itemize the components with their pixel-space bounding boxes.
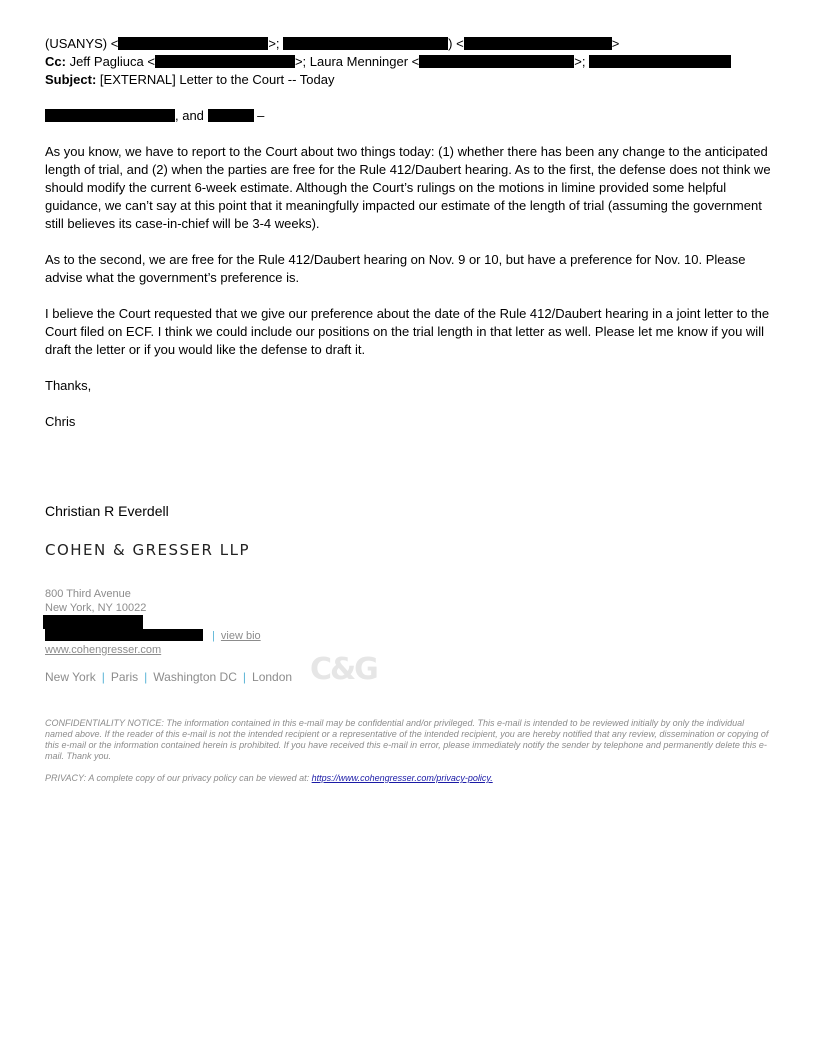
- confidentiality-notice: CONFIDENTIALITY NOTICE: The information contained in this e-mail may be confidential and/or privileged. This e-mail is intended to be reviewed initially by only the individual named above. If the reader of this e-mail is not the intended recipient or a representative of the intended recipient, you are hereby notified that any review, dissemination or copying of this e-mail or the information contained herein is prohibited. If you have received this e-mail in error, please immediately notify the sender by telephone and permanently delete this e-mail. Thank you.: [45, 718, 769, 761]
- office-london: London: [252, 670, 293, 684]
- website-link[interactable]: www.cohengresser.com: [45, 644, 162, 656]
- cc-separator: >; Laura Menninger <: [294, 54, 420, 69]
- office-separator: |: [101, 670, 105, 684]
- greeting-and: , and: [175, 108, 204, 123]
- privacy-notice: [45, 773, 770, 784]
- cc-separator: >;: [574, 54, 590, 69]
- to-separator: ) <: [448, 36, 464, 51]
- signature-name: Christian R Everdell: [45, 503, 169, 519]
- bio-separator: |: [212, 630, 215, 642]
- to-separator: >;: [268, 36, 284, 51]
- office-list: [45, 670, 292, 684]
- office-separator: |: [144, 670, 148, 684]
- contact-line: [45, 629, 261, 643]
- redaction-block: [208, 109, 254, 122]
- redaction-block: [45, 629, 203, 641]
- greeting-line: [45, 107, 264, 125]
- website-line: [45, 643, 161, 657]
- firm-logo-text: COHEN & GRESSER LLP: [45, 541, 250, 559]
- address-line-1: 800 Third Avenue: [45, 588, 131, 600]
- subject-label: Subject:: [45, 72, 97, 87]
- office-washington-dc: Washington DC: [153, 670, 237, 684]
- redaction-block: [589, 55, 731, 68]
- closing-text: Thanks,: [45, 378, 92, 393]
- redaction-block: [45, 109, 175, 122]
- redaction-block: [464, 37, 612, 50]
- body-paragraph-2: As to the second, we are free for the Rule 412/Daubert hearing on Nov. 9 or 10, but have a preference for Nov. 10. Please advise what the government’s preference is.: [45, 252, 746, 285]
- body-paragraph-3: I believe the Court requested that we give our preference about the date of the Rule 412/Daubert hearing in a joint letter to the Court filed on ECF. I think we could include our positions on the trial length in that letter as well. Please let me know if you will draft the letter or if you would like the defense to draft it.: [45, 306, 770, 357]
- subject-line: [45, 71, 335, 89]
- to-prefix: (USANYS) <: [45, 36, 119, 51]
- cc-name: Jeff Pagliuca <: [65, 54, 155, 69]
- body-paragraph-1: As you know, we have to report to the Court about two things today: (1) whether there has been any change to the anticipated length of trial, and (2) when the parties are free for the Rule 412/Daubert hearing. As to the first, the defense does not think we should modify the current 6-week estimate. Although the Court’s rulings on the motions in limine provided some helpful guidance, we can’t say at this point that it meaningfully impacted our estimate of the length of trial (assuming the government still believes its case-in-chief will be 3-4 weeks).: [45, 144, 771, 231]
- redaction-block: [419, 55, 574, 68]
- redaction-block: [118, 37, 268, 50]
- privacy-prefix: PRIVACY: A complete copy of our privacy policy can be viewed at:: [45, 773, 312, 783]
- signoff-text: Chris: [45, 414, 76, 429]
- cc-label: Cc:: [45, 54, 66, 69]
- cg-logo: C&G: [310, 652, 377, 687]
- to-end: >: [611, 36, 620, 51]
- office-separator: |: [242, 670, 247, 684]
- greeting-dash: –: [253, 108, 265, 123]
- cc-line: [45, 53, 731, 71]
- office-paris: Paris: [110, 670, 139, 684]
- redaction-block: [155, 55, 295, 68]
- subject-text: [EXTERNAL] Letter to the Court -- Today: [96, 72, 335, 87]
- address-line-2: New York, NY 10022: [45, 602, 147, 614]
- office-new-york: New York: [45, 670, 96, 684]
- view-bio-link[interactable]: view bio: [220, 630, 261, 642]
- redaction-block: [283, 37, 448, 50]
- to-line: [45, 35, 619, 53]
- redaction-block: [43, 615, 143, 629]
- privacy-policy-link[interactable]: https://www.cohengresser.com/privacy-policy.: [311, 773, 493, 783]
